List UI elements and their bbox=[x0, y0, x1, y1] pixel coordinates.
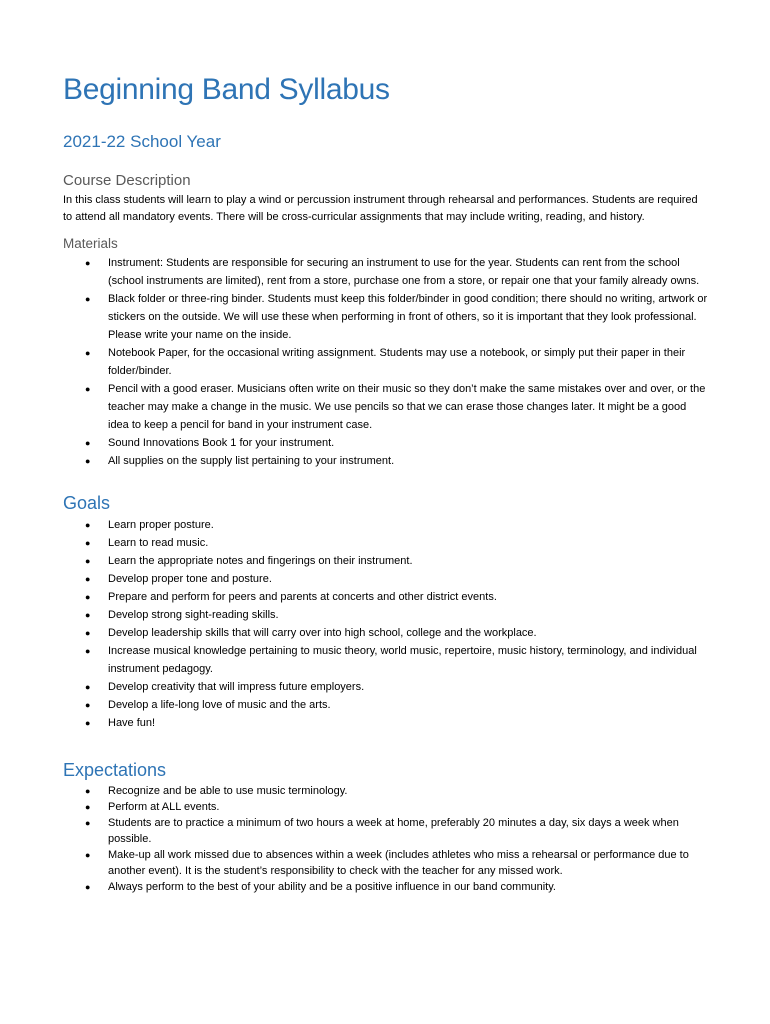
list-item bbox=[63, 588, 708, 606]
bullet-icon: ● bbox=[85, 849, 91, 860]
list-item bbox=[63, 606, 708, 624]
bullet-icon: ● bbox=[85, 801, 91, 812]
bullet-icon: ● bbox=[85, 817, 91, 828]
list-item bbox=[63, 783, 708, 799]
list-item bbox=[63, 516, 708, 534]
list-item-text: Learn proper posture. bbox=[108, 518, 214, 531]
list-item-text: Have fun! bbox=[108, 716, 156, 729]
bullet-icon: ● bbox=[85, 555, 91, 566]
list-item-text: Develop creativity that will impress future employers. bbox=[108, 680, 365, 693]
list-item-text: Develop a life-long love of music and the arts. bbox=[108, 698, 331, 711]
list-item bbox=[63, 847, 708, 879]
course-description-heading: Course Description bbox=[63, 172, 191, 189]
list-item-text: Develop proper tone and posture. bbox=[108, 572, 272, 585]
list-item bbox=[63, 254, 708, 290]
list-item-text: Make-up all work missed due to absences within a week (includes athletes who miss a rehearsal or performance due to another event). It is the student’s responsibility to check with the teacher for any missed work. bbox=[108, 848, 689, 877]
goals-heading: Goals bbox=[63, 492, 111, 513]
list-item-text: Sound Innovations Book 1 for your instrument. bbox=[108, 436, 335, 449]
expectations-list bbox=[63, 783, 708, 895]
list-item-text: All supplies on the supply list pertaining to your instrument. bbox=[108, 454, 395, 467]
list-item-text: Always perform to the best of your ability and be a positive influence in our band community. bbox=[108, 880, 556, 893]
bullet-icon: ● bbox=[85, 609, 91, 620]
list-item-text: Develop leadership skills that will carry over into high school, college and the workplace. bbox=[108, 626, 537, 639]
list-item bbox=[63, 799, 708, 815]
materials-list bbox=[63, 254, 708, 470]
school-year-subtitle: 2021-22 School Year bbox=[63, 132, 221, 151]
goals-list bbox=[63, 516, 708, 732]
bullet-icon: ● bbox=[85, 573, 91, 584]
bullet-icon: ● bbox=[85, 881, 91, 892]
bullet-icon: ● bbox=[85, 257, 91, 268]
list-item bbox=[63, 452, 708, 470]
list-item bbox=[63, 642, 708, 678]
list-item bbox=[63, 434, 708, 452]
list-item-text: Black folder or three-ring binder. Students must keep this folder/binder in good condition; there should no writing, artwork or stickers on the outside. We will use these when performing in front of others, so it is important that they look professional. Please write your name on the inside. bbox=[108, 292, 708, 341]
list-item-text: Learn to read music. bbox=[108, 536, 209, 549]
list-item bbox=[63, 380, 708, 434]
list-item-text: Recognize and be able to use music terminology. bbox=[108, 784, 348, 797]
page-title: Beginning Band Syllabus bbox=[63, 73, 390, 106]
bullet-icon: ● bbox=[85, 519, 91, 530]
bullet-icon: ● bbox=[85, 383, 91, 394]
list-item bbox=[63, 290, 708, 344]
list-item-text: Students are to practice a minimum of two hours a week at home, preferably 20 minutes a day, six days a week when possible. bbox=[108, 816, 679, 845]
list-item bbox=[63, 714, 708, 732]
bullet-icon: ● bbox=[85, 437, 91, 448]
list-item-text: Develop strong sight-reading skills. bbox=[108, 608, 279, 621]
list-item bbox=[63, 624, 708, 642]
materials-heading: Materials bbox=[63, 235, 118, 251]
list-item bbox=[63, 815, 708, 847]
bullet-icon: ● bbox=[85, 645, 91, 656]
list-item bbox=[63, 570, 708, 588]
list-item-text: Prepare and perform for peers and parents at concerts and other district events. bbox=[108, 590, 497, 603]
list-item bbox=[63, 678, 708, 696]
list-item-text: Increase musical knowledge pertaining to music theory, world music, repertoire, music history, terminology, and individual instrument pedagogy. bbox=[108, 644, 697, 675]
bullet-icon: ● bbox=[85, 699, 91, 710]
list-item-text: Instrument: Students are responsible for securing an instrument to use for the year. Students can rent from the school (school instruments are limited), rent from a store, purchase one from a store, or repair one that your family already owns. bbox=[108, 256, 700, 287]
list-item-text: Notebook Paper, for the occasional writing assignment. Students may use a notebook, or simply put their paper in their folder/binder. bbox=[108, 346, 686, 377]
bullet-icon: ● bbox=[85, 681, 91, 692]
bullet-icon: ● bbox=[85, 347, 91, 358]
bullet-icon: ● bbox=[85, 537, 91, 548]
bullet-icon: ● bbox=[85, 717, 91, 728]
bullet-icon: ● bbox=[85, 627, 91, 638]
course-description-text: In this class students will learn to play a wind or percussion instrument through rehearsal and performances. Students are required to attend all mandatory events. There will be cross-curricular assignments that may include writing, reading, and history. bbox=[63, 194, 698, 223]
list-item bbox=[63, 344, 708, 380]
list-item bbox=[63, 696, 708, 714]
list-item-text: Perform at ALL events. bbox=[108, 800, 220, 813]
expectations-heading: Expectations bbox=[63, 759, 167, 780]
list-item-text: Learn the appropriate notes and fingerings on their instrument. bbox=[108, 554, 413, 567]
list-item-text: Pencil with a good eraser. Musicians often write on their music so they don’t make the same mistakes over and over, or the teacher may make a change in the music. We use pencils so that we can erase those changes later. It might be a good idea to keep a pencil for band in your instrument case. bbox=[108, 382, 706, 431]
bullet-icon: ● bbox=[85, 293, 91, 304]
list-item bbox=[63, 534, 708, 552]
bullet-icon: ● bbox=[85, 591, 91, 602]
bullet-icon: ● bbox=[85, 785, 91, 796]
list-item bbox=[63, 879, 708, 895]
bullet-icon: ● bbox=[85, 455, 91, 466]
list-item bbox=[63, 552, 708, 570]
